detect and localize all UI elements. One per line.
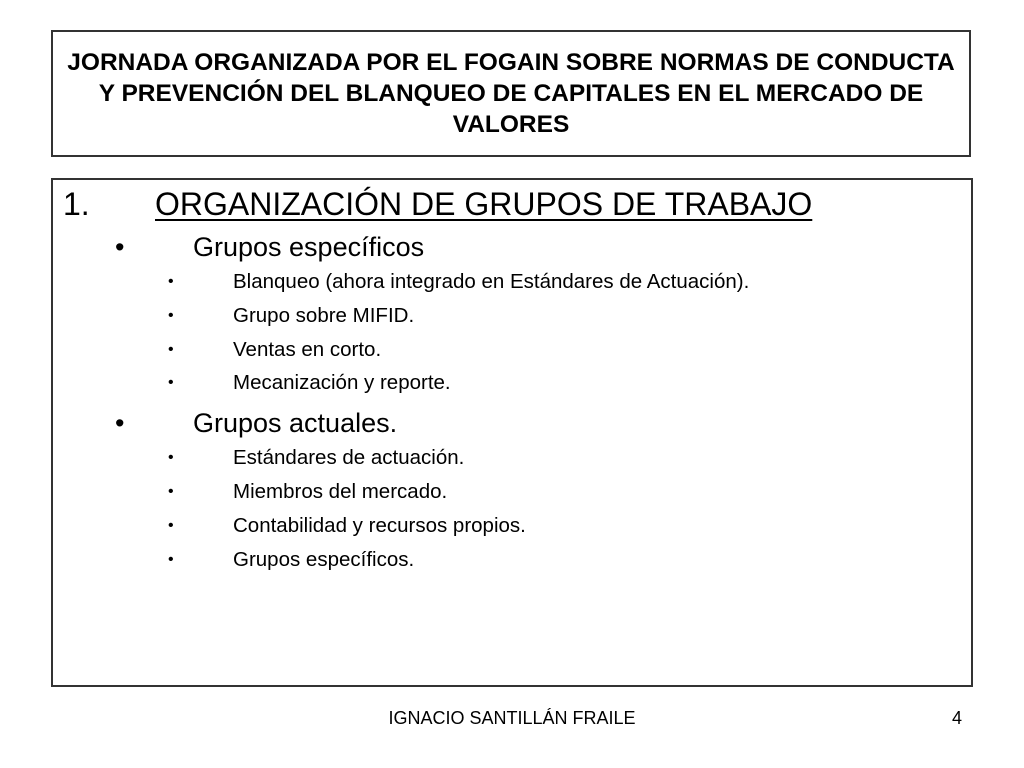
bullet-icon: •: [168, 307, 174, 324]
slide-content-box: [51, 178, 973, 687]
bullet-icon: •: [168, 374, 174, 391]
bullet-level1-text: Grupos específicos: [193, 232, 425, 262]
bullet-level1-text: Grupos actuales.: [193, 408, 398, 438]
bullet-icon: •: [115, 232, 125, 262]
bullet-level2-text: Mecanización y reporte.: [233, 371, 451, 394]
bullet-icon: •: [115, 408, 125, 438]
page-number: 4: [951, 708, 962, 728]
bullet-icon: •: [168, 483, 174, 500]
section-heading-label: ORGANIZACIÓN DE GRUPOS DE TRABAJO: [155, 186, 813, 222]
bullet-level2-text: Blanqueo (ahora integrado en Estándares de Actuación).: [233, 270, 750, 293]
bullet-level2-text: Grupos específicos.: [233, 548, 415, 571]
bullet-icon: •: [168, 341, 174, 358]
bullet-level2-text: Estándares de actuación.: [233, 446, 465, 469]
bullet-level2-text: Miembros del mercado.: [233, 480, 448, 503]
bullet-level2-text: Contabilidad y recursos propios.: [233, 514, 526, 537]
bullet-icon: •: [168, 551, 174, 568]
bullet-level2-text: Ventas en corto.: [233, 338, 382, 361]
section-heading-number: 1.: [63, 186, 90, 222]
slide-title: JORNADA ORGANIZADA POR EL FOGAIN SOBRE NORMAS DE CONDUCTA Y PREVENCIÓN DEL BLANQUEO DE CAPITALES EN EL MERCADO DE VALORES: [67, 49, 955, 138]
bullet-icon: •: [168, 449, 174, 466]
bullet-icon: •: [168, 517, 174, 534]
slide-title-box: [51, 30, 971, 157]
footer-author: IGNACIO SANTILLÁN FRAILE: [388, 708, 636, 728]
bullet-level2-text: Grupo sobre MIFID.: [233, 304, 415, 327]
bullet-icon: •: [168, 273, 174, 290]
